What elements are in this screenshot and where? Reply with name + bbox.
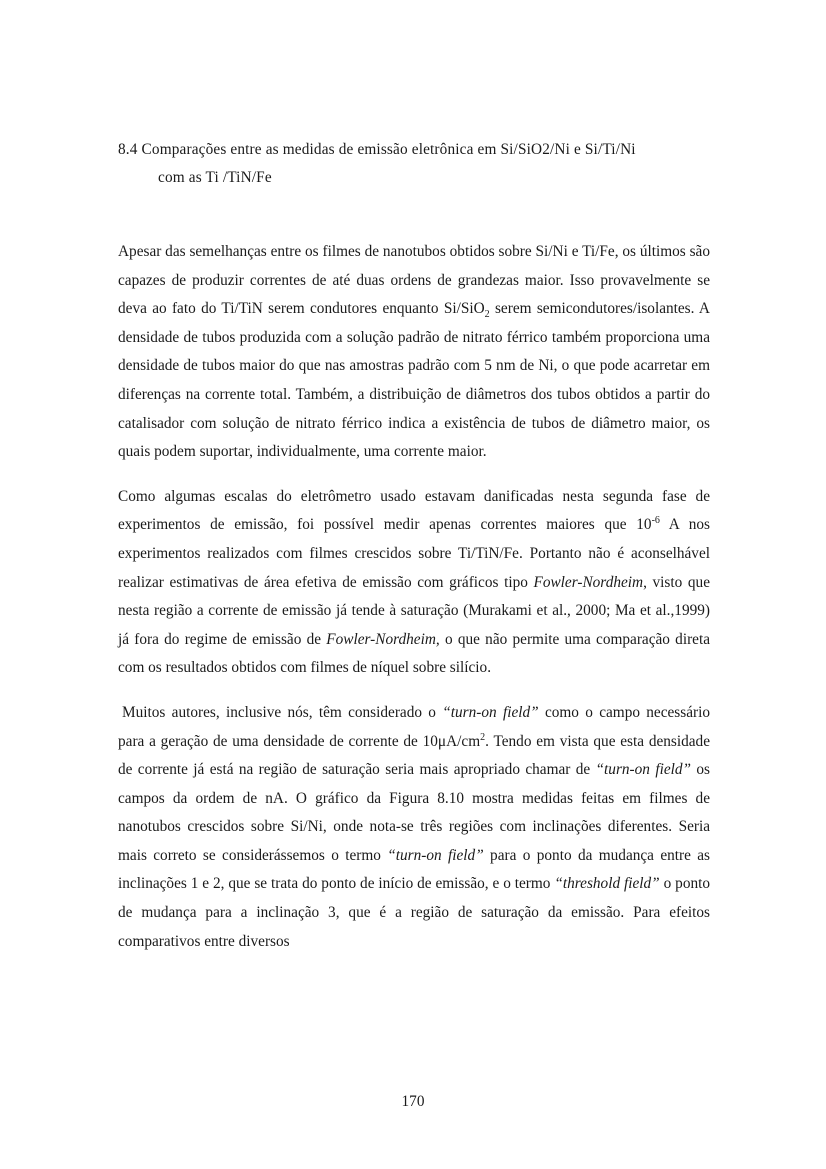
p2-text-a: Como algumas escalas do eletrômetro usado estavam danificadas nesta segunda fase de experimentos de emissão, foi possível medir apenas correntes maiores que 10 bbox=[118, 487, 710, 534]
body-text bbox=[118, 238, 710, 972]
p3-italic-4: “threshold field” bbox=[554, 875, 660, 893]
p2-text-d: o que não permite uma comparação direta com os resultados obtidos com filmes de níquel sobre silício. bbox=[118, 630, 711, 677]
p1-subscript: 2 bbox=[484, 309, 490, 321]
p3-italic-1: “turn-on field” bbox=[442, 703, 539, 721]
p3-text-d: os campos da ordem de nA. O gráfico da Figura 8.10 mostra medidas feitas em filmes de nanotubos crescidos sobre Si/Ni, onde nota-se três regiões com inclinações diferentes. Seria mais correto se considerássemos o termo bbox=[118, 761, 710, 864]
p3-superscript: 2 bbox=[480, 731, 486, 743]
p3-italic-2: “turn-on field” bbox=[595, 761, 692, 779]
section-heading-line2: com as Ti /TiN/Fe bbox=[158, 169, 272, 186]
p3-text-c: . Tendo em vista que esta densidade de corrente já está na região de saturação seria mais apropriado chamar de bbox=[118, 732, 710, 779]
paragraph-3 bbox=[118, 699, 710, 956]
p3-text-b: como o campo necessário para a geração de uma densidade de corrente de 10μA/cm bbox=[118, 703, 710, 750]
section-heading bbox=[118, 136, 718, 192]
paragraph-1 bbox=[118, 238, 710, 467]
p2-italic-2: Fowler-Nordheim, bbox=[326, 630, 440, 648]
p1-text-b: serem semicondutores/isolantes. A densidade de tubos produzida com a solução padrão de nitrato férrico também proporciona uma densidade de tubos maior do que nas amostras padrão com 5 nm de Ni, o que pode acarretar em diferenças na corrente total. Também, a distribuição de diâmetros dos tubos obtidos a partir do catalisador com solução de nitrato férrico indica a existência de tubos de diâmetro maior, os quais podem suportar, individualmente, uma corrente maior. bbox=[118, 300, 710, 461]
p2-text-b: A nos experimentos realizados com filmes crescidos sobre Ti/TiN/Fe. Portanto não é aconselhável realizar estimativas de área efetiva de emissão com gráficos tipo bbox=[118, 516, 710, 591]
page-number: 170 bbox=[401, 1093, 425, 1110]
p3-text-a: Muitos autores, inclusive nós, têm considerado o bbox=[122, 703, 443, 721]
p2-text-c: , visto que nesta região a corrente de emissão já tende à saturação (Murakami et al., 2000; Ma et al.,1999) já fora do regime de emissão de bbox=[118, 573, 710, 648]
p3-text-f: o ponto de mudança para a inclinação 3, que é a região de saturação da emissão. Para efeitos comparativos entre diversos bbox=[118, 875, 711, 950]
p3-italic-3: “turn-on field” bbox=[387, 846, 484, 864]
p3-text-e: para o ponto da mudança entre as inclinações 1 e 2, que se trata do ponto de início de emissão, e o termo bbox=[118, 846, 710, 893]
p2-italic-1: Fowler-Nordheim bbox=[533, 573, 644, 591]
p2-superscript: -6 bbox=[651, 515, 660, 527]
paragraph-2 bbox=[118, 483, 710, 683]
section-heading-line1: 8.4 Comparações entre as medidas de emissão eletrônica em Si/SiO2/Ni e Si/Ti/Ni bbox=[118, 141, 636, 158]
p1-text-a: Apesar das semelhanças entre os filmes de nanotubos obtidos sobre Si/Ni e Ti/Fe, os últimos são capazes de produzir correntes de até duas ordens de grandezas maior. Isso provavelmente se deva ao fato do Ti/TiN serem condutores enquanto Si/SiO bbox=[118, 243, 710, 318]
